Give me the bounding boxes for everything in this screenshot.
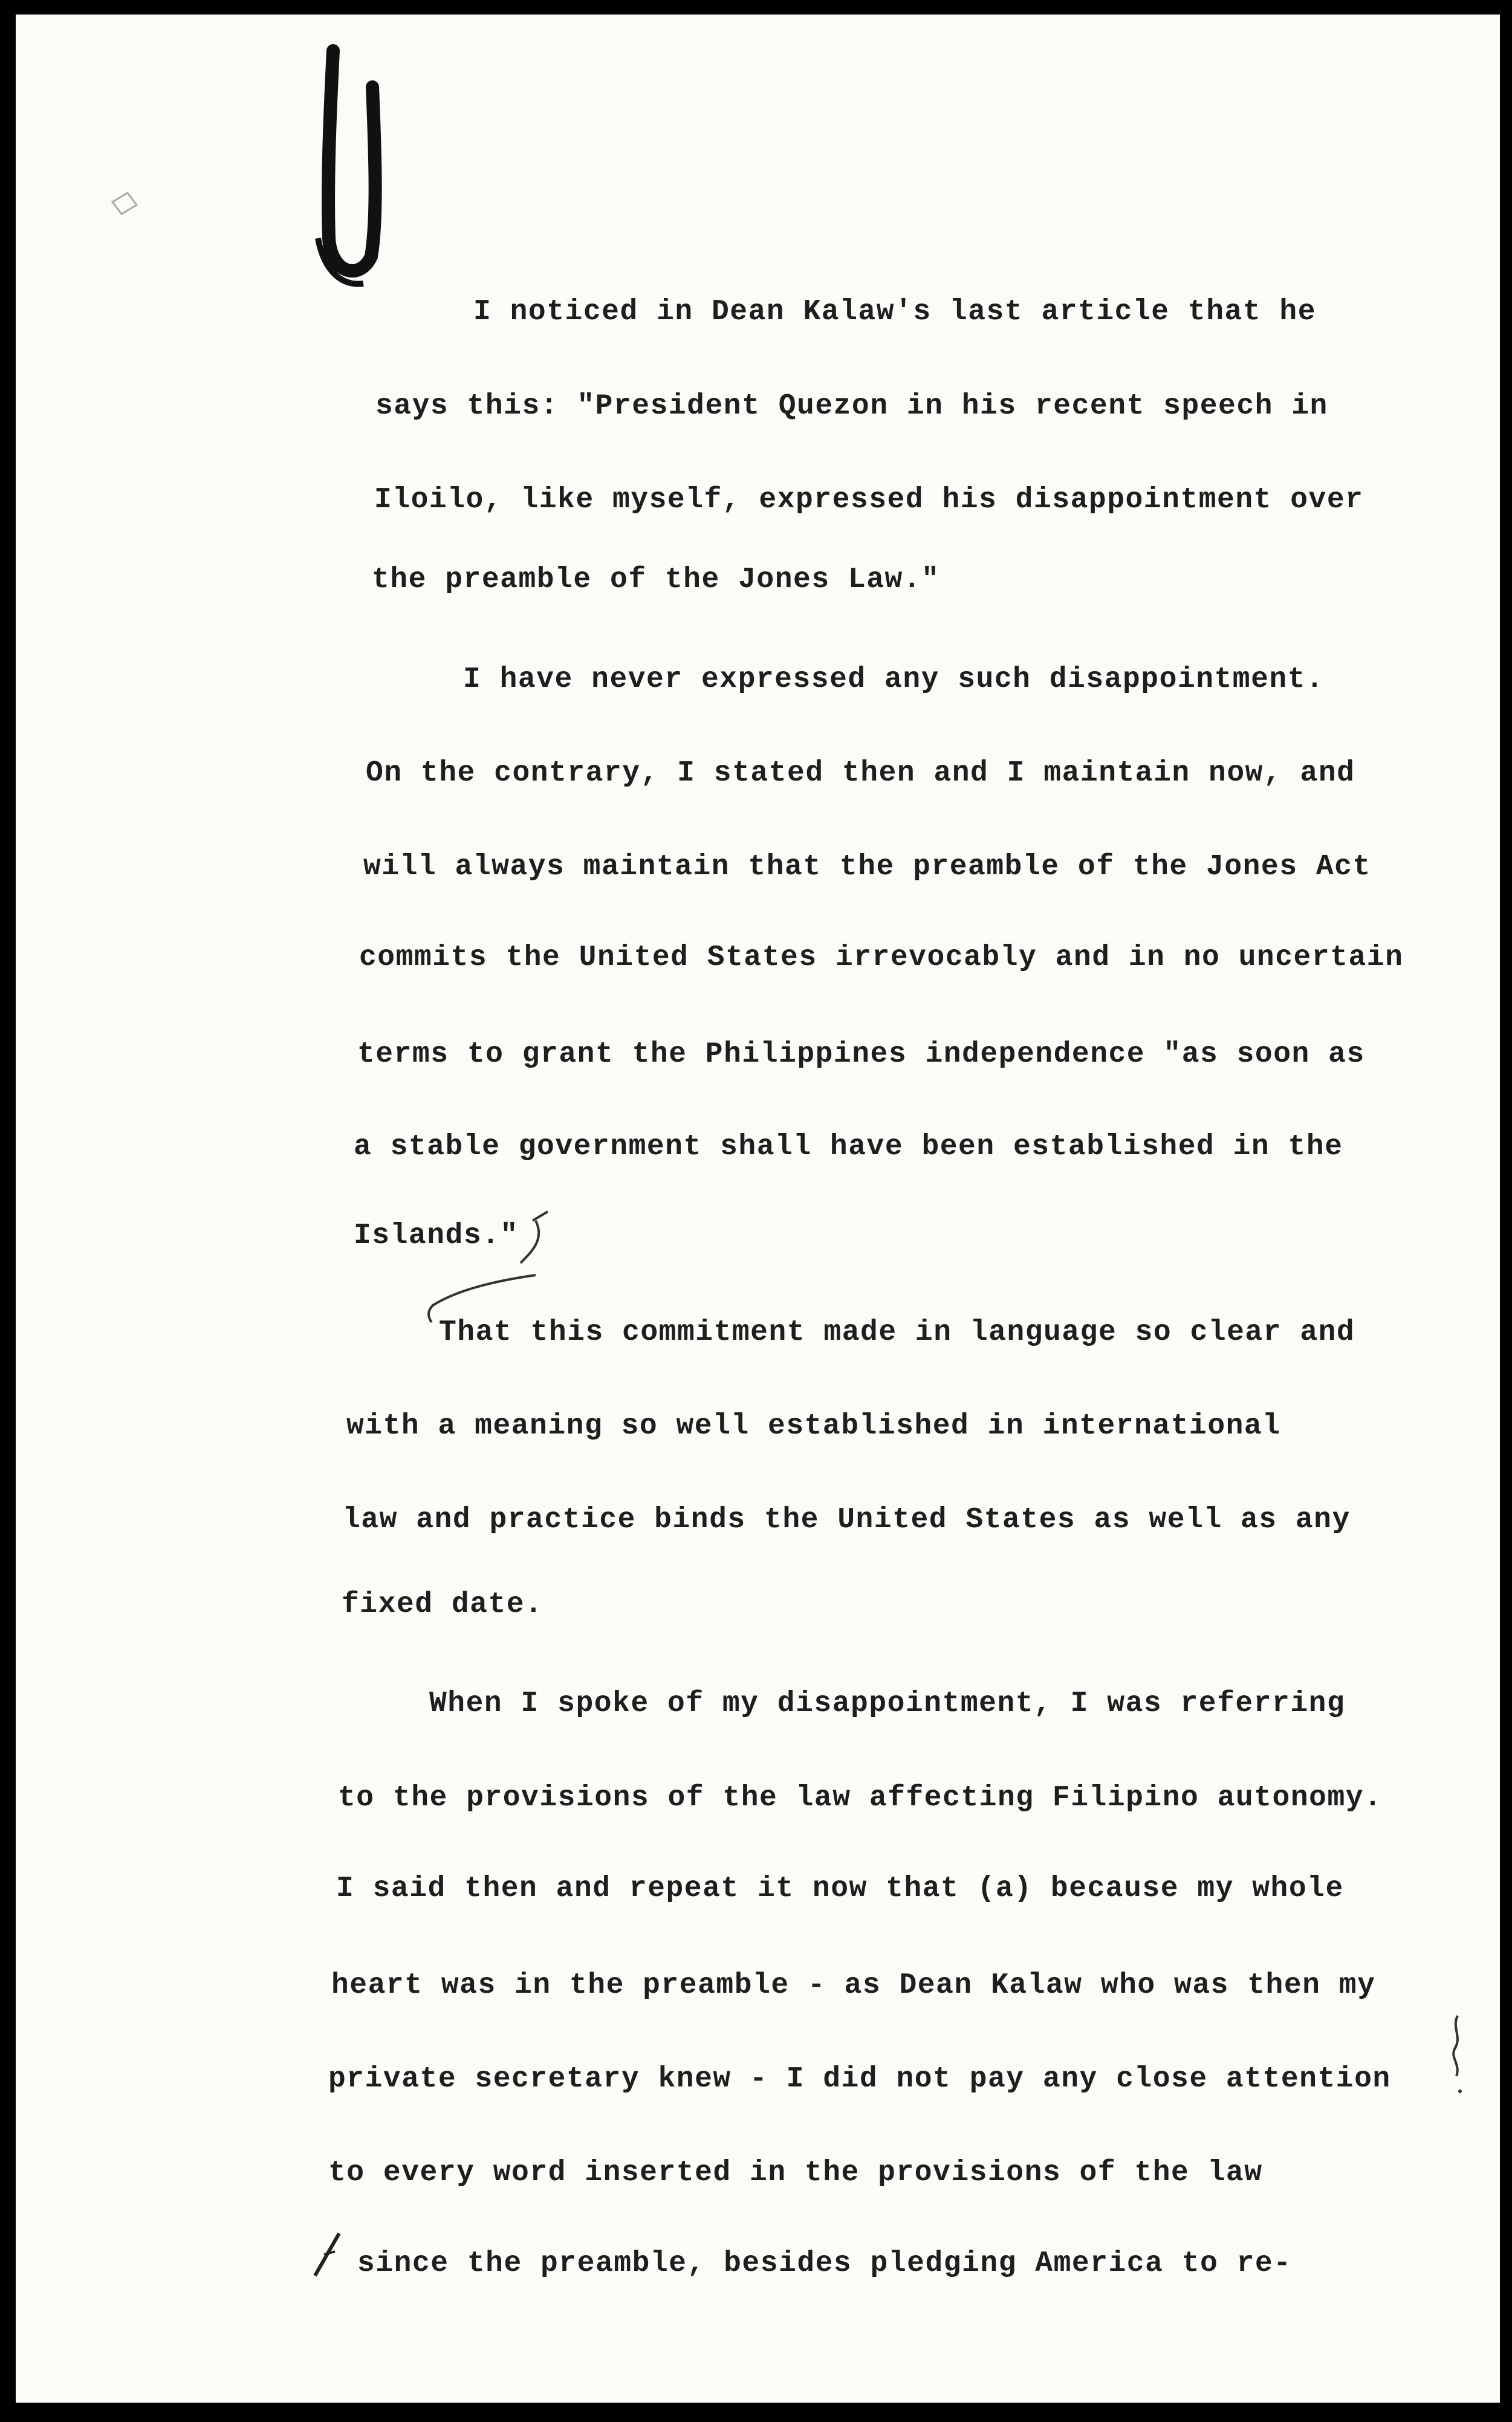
text-line: I noticed in Dean Kalaw's last article that he [473, 296, 1317, 328]
handwritten-bracket-mark [409, 1196, 566, 1330]
text-line: heart was in the preamble - as Dean Kalaw who was then my [331, 1969, 1376, 2002]
text-line: law and practice binds the United States as well as any [343, 1504, 1351, 1536]
text-line: says this: "President Quezon in his recent speech in [375, 390, 1328, 423]
text-line: to every word inserted in the provisions of the law [328, 2157, 1263, 2189]
text-line: to the provisions of the law affecting Filipino autonomy. [338, 1782, 1383, 1814]
text-line: a stable government shall have been established in the [354, 1131, 1343, 1163]
text-line: I have never expressed any such disappointment. [463, 663, 1325, 696]
text-line: commits the United States irrevocably and in no uncertain [359, 941, 1404, 974]
margin-smudge-left [100, 178, 149, 226]
text-line: since the preamble, besides pledging America to re- [357, 2247, 1292, 2280]
text-line: That this commitment made in language so clear and [439, 1316, 1355, 1349]
text-line: the preamble of the Jones Law." [372, 563, 940, 596]
text-line: Islands." [354, 1219, 519, 1252]
text-line: I said then and repeat it now that (a) because my whole [336, 1872, 1344, 1905]
handwritten-u-mark [300, 39, 391, 293]
text-line: When I spoke of my disappointment, I was referring [429, 1687, 1346, 1720]
text-line: terms to grant the Philippines independence "as soon as [357, 1038, 1365, 1071]
text-line: will always maintain that the preamble of the Jones Act [363, 851, 1371, 883]
text-line: with a meaning so well established in international [346, 1410, 1281, 1443]
text-line: Iloilo, like myself, expressed his disappointment over [374, 484, 1364, 516]
text-line: On the contrary, I stated then and I maintain now, and [366, 757, 1355, 790]
margin-mark-right [1445, 2010, 1470, 2100]
handwritten-slash-mark [306, 2227, 348, 2282]
text-line: fixed date. [342, 1588, 543, 1621]
document-page [16, 15, 1500, 2403]
text-line: private secretary knew - I did not pay any close attention [328, 2063, 1391, 2096]
